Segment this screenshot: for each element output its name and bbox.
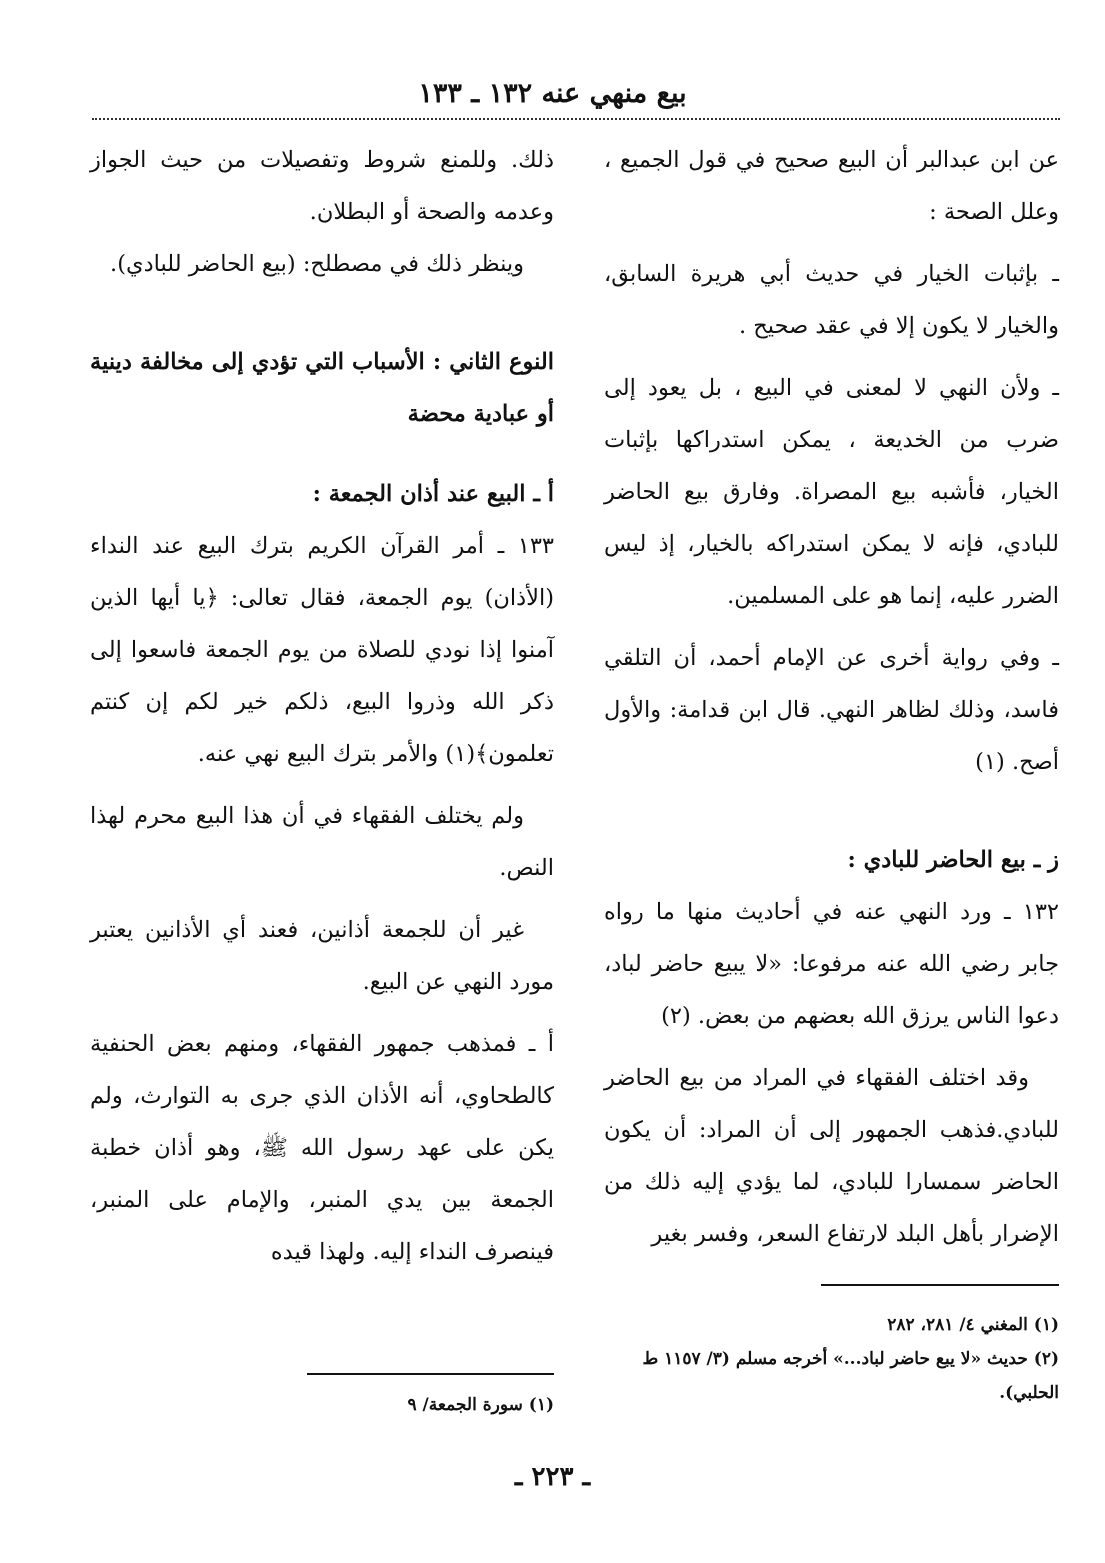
right-paragraph-5: ١٣٢ ـ ورد النهي عنه في أحاديث منها ما رواه جابر رضي الله عنه مرفوعا: «لا يبيع حاضر لباد، دعوا الناس يرزق الله بعضهم من بعض. (٢)	[604, 899, 1059, 1029]
footnotes-left	[90, 1388, 554, 1422]
header-dotted-divider	[92, 118, 1060, 120]
page-number: ـ ٢٢٣ ـ	[514, 1462, 591, 1492]
right-column	[604, 134, 1059, 1260]
right-paragraph-6: وقد اختلف الفقهاء في المراد من بيع الحاضر للبادي.فذهب الجمهور إلى أن المراد: أن يكون الحاضر سمسارا للبادي، لما يؤدي إليه ذلك من الإضرار بأهل البلد لارتفاع السعر، وفسر بغير	[604, 1065, 1059, 1247]
left-paragraph-2: وينظر ذلك في مصطلح: (بيع الحاضر للبادي).	[110, 251, 524, 277]
left-paragraph-4: ولم يختلف الفقهاء في أن هذا البيع محرم لهذا النص.	[90, 803, 554, 881]
footnotes-right	[604, 1308, 1059, 1410]
footnote-divider-left	[307, 1373, 554, 1375]
section-heading-z: ز ـ بيع الحاضر للبادي :	[847, 847, 1059, 873]
right-paragraph-2: ـ بإثبات الخيار في حديث أبي هريرة السابق، والخيار لا يكون إلا في عقد صحيح .	[604, 261, 1059, 339]
left-paragraph-3: ١٣٣ ـ أمر القرآن الكريم بترك البيع عند النداء (الأذان) يوم الجمعة، فقال تعالى: ﴿يا أيها الذين آمنوا إذا نودي للصلاة من يوم الجمعة فاسعوا إلى ذكر الله وذروا البيع، ذلكم خير لكم إن كنتم تعلمون﴾(١) والأمر بترك البيع نهي عنه.	[90, 533, 554, 767]
footnote-right-2: (٢) حديث «لا يبع حاضر لباد...» أخرجه مسلم (٣/ ١١٥٧ ط الحلبي).	[642, 1349, 1059, 1403]
left-paragraph-1: ذلك. وللمنع شروط وتفصيلات من حيث الجواز وعدمه والصحة أو البطلان.	[90, 147, 554, 225]
right-paragraph-3: ـ ولأن النهي لا لمعنى في البيع ، بل يعود إلى ضرب من الخديعة ، يمكن استدراكها بإثبات الخيار، فأشبه بيع المصراة. وفارق بيع الحاضر للبادي، فإنه لا يمكن استدراكه بالخيار، إذ ليس الضرر عليه، إنما هو على المسلمين.	[604, 375, 1059, 609]
right-paragraph-1: عن ابن عبدالبر أن البيع صحيح في قول الجميع ، وعلل الصحة :	[604, 147, 1059, 225]
section-heading-type-two: النوع الثاني : الأسباب التي تؤدي إلى مخالفة دينية أو عبادية محضة	[90, 349, 554, 427]
left-paragraph-6: أ ـ فمذهب جمهور الفقهاء، ومنهم بعض الحنفية كالطحاوي، أنه الأذان الذي جرى به التوارث، ولم يكن على عهد رسول الله ﷺ، وهو أذان خطبة الجمعة بين يدي المنبر، والإمام على المنبر، فينصرف النداء إليه. ولهذا قيده	[90, 1031, 554, 1265]
left-paragraph-5: غير أن للجمعة أذانين، فعند أي الأذانين يعتبر مورد النهي عن البيع.	[90, 917, 554, 995]
right-paragraph-4: ـ وفي رواية أخرى عن الإمام أحمد، أن التلقي فاسد، وذلك لظاهر النهي. قال ابن قدامة: والأول أصح. (١)	[604, 645, 1059, 775]
section-heading-a: أ ـ البيع عند أذان الجمعة :	[312, 481, 554, 507]
footnote-right-1: (١) المغني ٤/ ٢٨١، ٢٨٢	[887, 1315, 1059, 1335]
left-column	[90, 134, 554, 1278]
footnote-divider-right	[821, 1284, 1059, 1286]
footnote-left-1: (١) سورة الجمعة/ ٩	[407, 1395, 554, 1415]
page-header-title: بيع منهي عنه ١٣٢ ـ ١٣٣	[418, 78, 687, 109]
